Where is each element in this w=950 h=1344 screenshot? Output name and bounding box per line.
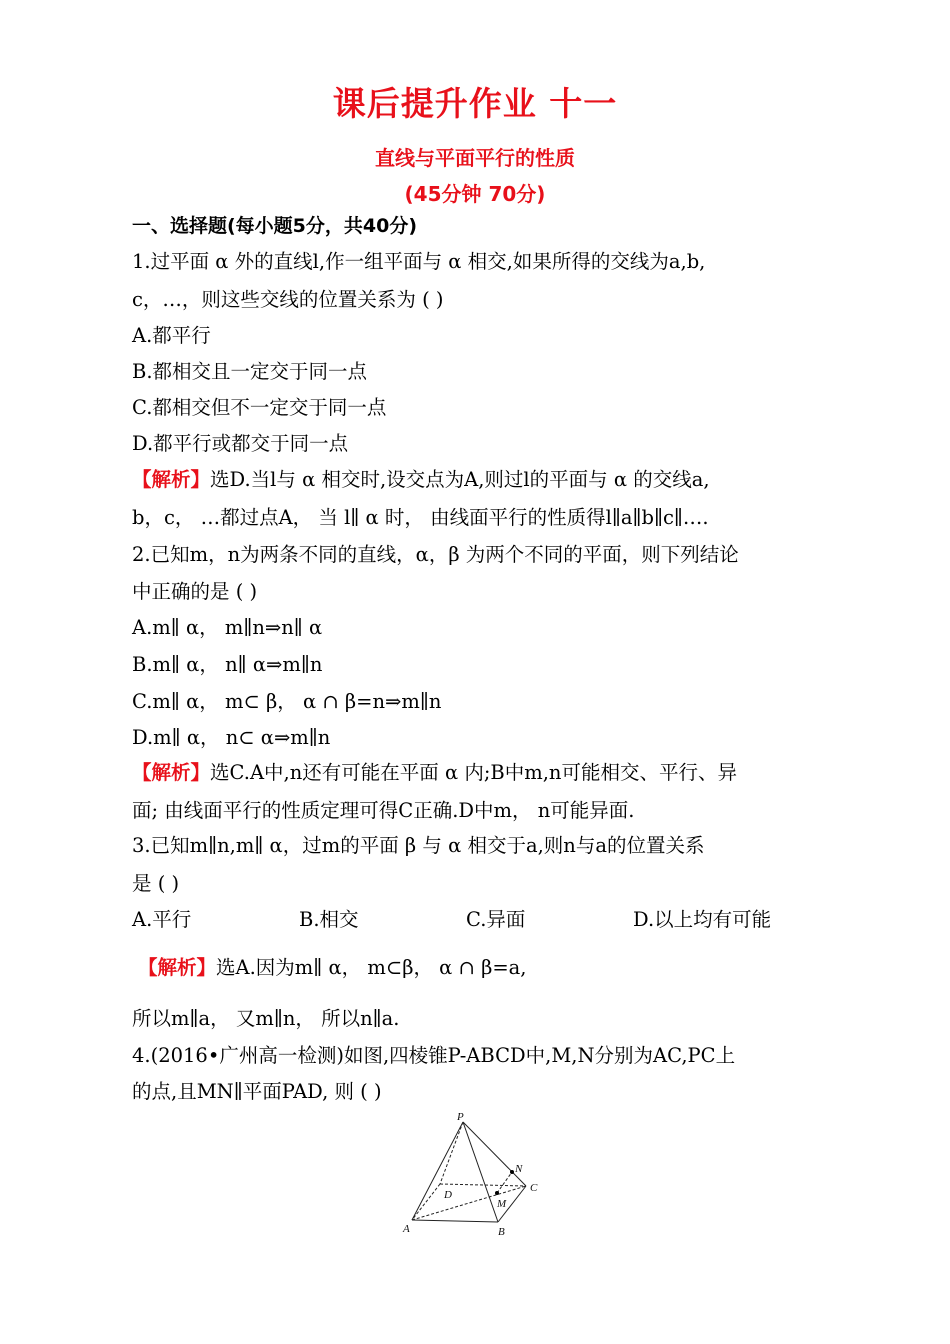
q1-analysis-line2: b，c， …都过点A， 当 l∥ α 时， 由线面平行的性质得l∥a∥b∥c∥….	[132, 506, 709, 529]
q3-stem-line1: 3.已知m∥n,m∥ α，过m的平面 β 与 α 相交于a,则n与a的位置关系	[132, 834, 705, 857]
q2-stem-line2: 中正确的是 ( )	[132, 580, 258, 603]
edge-ad	[412, 1184, 440, 1220]
q3-analysis-text: 选A.因为m∥ α， m⊂β， α ∩ β=a,	[216, 956, 527, 979]
edge-ab	[412, 1220, 498, 1222]
point-m	[495, 1191, 499, 1195]
q3-option-a: A.平行	[132, 908, 192, 931]
q3-option-b: B.相交	[299, 908, 359, 931]
q1-analysis-line1	[132, 466, 710, 494]
q2-option-c: C.m∥ α， m⊂ β， α ∩ β=n⇒m∥n	[132, 690, 442, 713]
q4-stem-line1: 4.(2016•广州高一检测)如图,四棱锥P-ABCD中,M,N分别为AC,PC上	[132, 1044, 736, 1067]
q1-stem-line2: c，…，则这些交线的位置关系为 ( )	[132, 288, 444, 311]
label-c: C	[530, 1182, 538, 1194]
q1-option-d: D.都平行或都交于同一点	[132, 432, 349, 455]
edge-pc	[463, 1122, 526, 1186]
q3-analysis-line2: 所以m∥a， 又m∥n， 所以n∥a.	[132, 1007, 400, 1030]
q1-option-b: B.都相交且一定交于同一点	[132, 360, 368, 383]
q2-analysis-text: 选C.A中,n还有可能在平面 α 内;B中m,n可能相交、平行、异	[210, 761, 737, 784]
time-score-info: (45分钟 70分)	[404, 182, 546, 206]
label-d: D	[444, 1189, 452, 1201]
q1-option-c: C.都相交但不一定交于同一点	[132, 396, 387, 419]
analysis-tag: 【解析】	[132, 761, 211, 784]
q2-analysis-line2: 面; 由线面平行的性质定理可得C正确.D中m， n可能异面.	[132, 799, 635, 822]
edge-pd	[440, 1122, 463, 1184]
edge-pb	[463, 1122, 498, 1222]
q3-option-d: D.以上均有可能	[633, 908, 772, 931]
pyramid-figure	[400, 1112, 560, 1242]
q3-option-c: C.异面	[466, 908, 526, 931]
analysis-tag: 【解析】	[132, 468, 211, 491]
q2-analysis-line1	[132, 759, 737, 787]
edge-pa	[412, 1122, 463, 1220]
label-a: A	[403, 1223, 410, 1235]
label-n: N	[515, 1163, 523, 1175]
label-p: P	[457, 1112, 464, 1123]
q1-option-a: A.都平行	[132, 324, 211, 347]
q1-analysis-text: 选D.当l与 α 相交时,设交点为A,则过l的平面与 α 的交线a,	[210, 468, 710, 491]
page-subtitle: 直线与平面平行的性质	[375, 146, 575, 170]
q3-analysis-line1	[138, 954, 527, 982]
q1-stem-line1: 1.过平面 α 外的直线l,作一组平面与 α 相交,如果所得的交线为a,b,	[132, 250, 706, 273]
section-heading: 一、选择题(每小题5分，共40分)	[132, 215, 418, 237]
label-b: B	[498, 1226, 505, 1238]
q4-stem-line2: 的点,且MN∥平面PAD, 则 ( )	[132, 1080, 382, 1103]
q2-stem-line1: 2.已知m，n为两条不同的直线，α，β 为两个不同的平面，则下列结论	[132, 543, 739, 566]
q2-option-b: B.m∥ α， n∥ α⇒m∥n	[132, 653, 323, 676]
page-title: 课后提升作业 十一	[332, 84, 618, 123]
point-n	[510, 1170, 514, 1174]
edge-dc	[440, 1184, 526, 1186]
edge-ac	[412, 1186, 526, 1220]
analysis-tag: 【解析】	[138, 956, 217, 979]
q2-option-d: D.m∥ α， n⊂ α⇒m∥n	[132, 726, 331, 749]
q3-stem-line2: 是 ( )	[132, 872, 180, 895]
q2-option-a: A.m∥ α， m∥n⇒n∥ α	[132, 616, 323, 639]
segment-mn	[497, 1172, 512, 1193]
label-m: M	[497, 1198, 507, 1210]
